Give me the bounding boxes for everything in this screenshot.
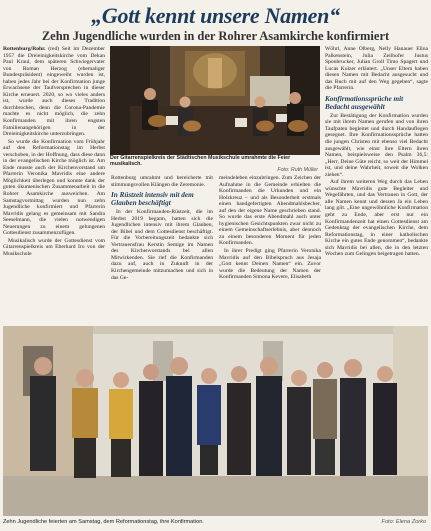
guitar-ensemble-illustration (110, 46, 320, 155)
article-column-3 (219, 175, 321, 319)
photo-caption (110, 155, 320, 173)
article-column-2 (111, 175, 213, 319)
caption-text: Der Gitarrenspielkreis der Städtischen Musikschule umrahmte die Feier musikalisch. (110, 155, 291, 168)
photo-caption (3, 518, 428, 528)
article-subheadline: Zehn Jugendliche wurden in der Rohrer Asamkirche konfirmiert (41, 29, 390, 43)
paragraph: Musikalisch wurde der Gottesdienst vom Gitarrenspielkreis um Eberhard Iro von der Musikschule (3, 237, 105, 257)
paragraph: So wurde die Konfirmation vom Frühjahr auf den Reformationstag im Herbst verschoben, in der Hoffnung, dass diese dann in der evangelischen Kirche möglich ist. Am Ende musste auch der Kirchenvorstand um Pfarrerin Veronika Mavridis eine andere Möglichkeit überlegen und konnte dank der guten ökumenischen Zusammenarbeit in die Rohrer Asamkirche ausweichen. Am Samstagvormittag wurden nun zehn Jugendliche konfirmiert und Pfarrerin Mavridis gelang es gemeinsam mit Sandra Seeselmann, die vielen notwendigen Neuerungen zu einem gelungenen Gottesdienst zusammenzufügen. (3, 138, 105, 237)
paragraph: meindeleben einzubringen. Zum Zeichen der Aufnahme in die Gemeinde erhielten die Konfirmanden die Urkunden und ein Holzkreuz – und als Besonderheit erstmals einen handgefertigten Abendmahlsbecher, auf den der eigene Name geschrieben stand. So wurde das erste Abendmahl auch unter hygienischen Gesichtspunkten zwar nicht zu einem Gemeinschaftserlebnis, aber dennoch zu einem besonderen Moment für jeden Konfirmanden. (219, 175, 321, 247)
paragraph: Auf ihrem weiteren Weg durch das Leben wünschte Mavridis gute Begleiter und Wegefährten, und das Vertrauen in Gott, der alle Namen kennt und dessen Ja ein Leben lang gilt. „Eine ungewöhnliche Konfirmation geht zu Ende, aber erst nur ein Konfirmandenzeit hat einen Gottesdienst am Gedenktag der evangelischen Kirche, dem Reformationstag, in einer katholischen Kirche ein gutes Ende genommen“, bedankte sich Mavridis bei allen, die in den letzten Wochen zum Gelingen beigetragen hatten. (325, 179, 428, 258)
dateline: Rottenburg/Rohr. (3, 46, 46, 52)
article-headline: „Gott kennt unsere Namen“ (91, 3, 340, 28)
section-heading: In Rüstzeit intensiv mit dem Glauben beschäftigt (111, 191, 194, 208)
paragraph: In der Konfirmanden-Rüstzeit, die im Herbst 2019 begann, hatten sich die Jugendlichen intensiv mit ihrem Glauben, der Bibel und dem Gottesdienst beschäftigt. Für die Vorbereitungszeit bedankte sich Vertrauensfrau Kerstin Semige im Namen des Kirchenvorstands bei allen Mitwirkenden. Sie rief die Konfirmanden dazu auf, auch in Zukunft in der Kirchengemeinde mitzumachen und sich in das Ge- (111, 209, 213, 281)
article-column-1 (3, 46, 105, 319)
photo-credit: Foto: Elena Zorko (381, 519, 426, 525)
paragraph (3, 46, 105, 138)
guitar-ensemble-photo (110, 46, 320, 155)
caption-text: Zehn Jugendliche feierten am Samstag, dem Reformationstag, ihre Konfirmation. (3, 519, 204, 525)
section-heading: Konfirmationssprüche mit Bedacht ausgewählt (325, 94, 404, 111)
paragraph-text: (red) Seit im Dezember 1957 die Dreieinigkeitskirche vom Dekan Paul Kraul, dem späteren Schwiegervater von Roman Herzog (ehemaliger Bundespräsident) eingeweiht wurden ist, haben jedes Jahr bei der Konfirmation junge Erwachsene der Taufversprechen in dieser Kirche erneuert. 2020, so wo vieles anders ist, wurde auch dieses Tradition durchbrochen, denn die Corona-Pandemie machte es nicht möglich, die zehn Konfirmanden mit ihren engsten Familienangehörigen in der Dreieinigkeitskirche unterzubringen. (3, 46, 105, 138)
confirmands-group-photo (3, 326, 428, 516)
photo-credit: Foto: Ruth Müller (277, 166, 318, 173)
paragraph: Zur Bestätigung der Konfirmation wurden sie mit ihrem Namen gerufen und von ihren Taufpaten begleitet und durch Handauflegen gesegnet. Ihre Konfirmationssprüche hatten die jungen Christen mit ebenso viel Bedacht ausgewählt, wie einst ihre Eltern ihren Namen, beispielsweise den Psalm 36,5: „Herr, Deine Güte reicht, so weit der Himmel ist, und deine Wahrheit, soweit die Wolken ziehen“. (325, 112, 428, 178)
group-photo-illustration (3, 326, 428, 516)
paragraph: In ihrer Predigt ging Pfarrerin Veronika Mavridis auf den Bibelspruch aus Jesaja „Gott kennt Deinen Namen“ ein. Zuvor wurde die Bedeutung der Namen der Konfirmanden Simona Kevere, Elisabeth (219, 248, 321, 281)
paragraph: Rottenburg umrahmt und bereicherte mit stimmungsvollen Klängen die Zeremonie. (111, 175, 213, 188)
article-column-4 (325, 46, 428, 319)
paragraph: Wöhrl, Anne Olberg, Nelly Hanauer Elina Palkenstein, Julia Zeilhofer Justus Sponbrucker, Julian Groll Timo Spagert und Lucas Kulzer erläutert. „Unser Eltern haben diesen Namen mit Bedacht ausgesucht und das Buch mit auf den Weg gegeben“, sagte die Pfarrerin. (325, 46, 428, 92)
